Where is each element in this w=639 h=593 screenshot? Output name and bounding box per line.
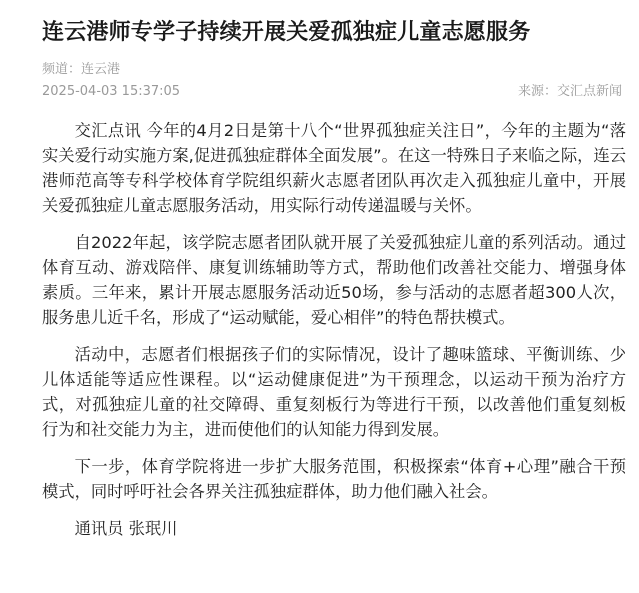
paragraph-2: 自2022年起，该学院志愿者团队就开展了关爱孤独症儿童的系列活动。通过体育互动、游戏陪伴、康复训练辅助等方式，帮助他们改善社交能力、增强身体素质。三年来，累计开展志愿服务活动近50场，参与活动的志愿者超300人次，服务患儿近千名，形成了“运动赋能，爱心相伴”的特色帮扶模式。 — [42, 233, 626, 327]
paragraph-1: 交汇点讯 今年的4月2日是第十八个“世界孤独症关注日”，今年的主题为“落实关爱行动实施方案,促进孤独症群体全面发展”。在这一特殊日子来临之际，连云港师范高等专科学校体育学院组织薪火志愿者团队再次走入孤独症儿童中，开展关爱孤独症儿童志愿服务活动，用实际行动传递温暖与关怀。 — [42, 121, 626, 215]
paragraph-3: 活动中，志愿者们根据孩子们的实际情况，设计了趣味篮球、平衡训练、少儿体适能等适应性课程。以“运动健康促进”为干预理念，以运动干预为治疗方式，对孤独症儿童的社交障碍、重复刻板行为等进行干预，以改善他们重复刻板行为和社交能力为主，进而使他们的认知能力得到发展。 — [42, 345, 626, 439]
paragraph-4: 下一步，体育学院将进一步扩大服务范围，积极探索“体育+心理”融合干预模式，同时呼吁社会各界关注孤独症群体，助力他们融入社会。 — [42, 457, 626, 501]
publish-datetime: 2025-04-03 15:37:05 — [42, 84, 181, 99]
article-title: 连云港师专学子持续开展关爱孤独症儿童志愿服务 — [42, 20, 531, 45]
source-label: 来源：交汇点新闻 — [517, 84, 622, 99]
channel-label[interactable]: 频道：连云港 — [42, 62, 121, 77]
article-meta — [42, 60, 626, 104]
article — [42, 0, 626, 553]
article-body — [42, 118, 626, 541]
reporter-credit: 通讯员 张珉川 — [74, 519, 178, 538]
